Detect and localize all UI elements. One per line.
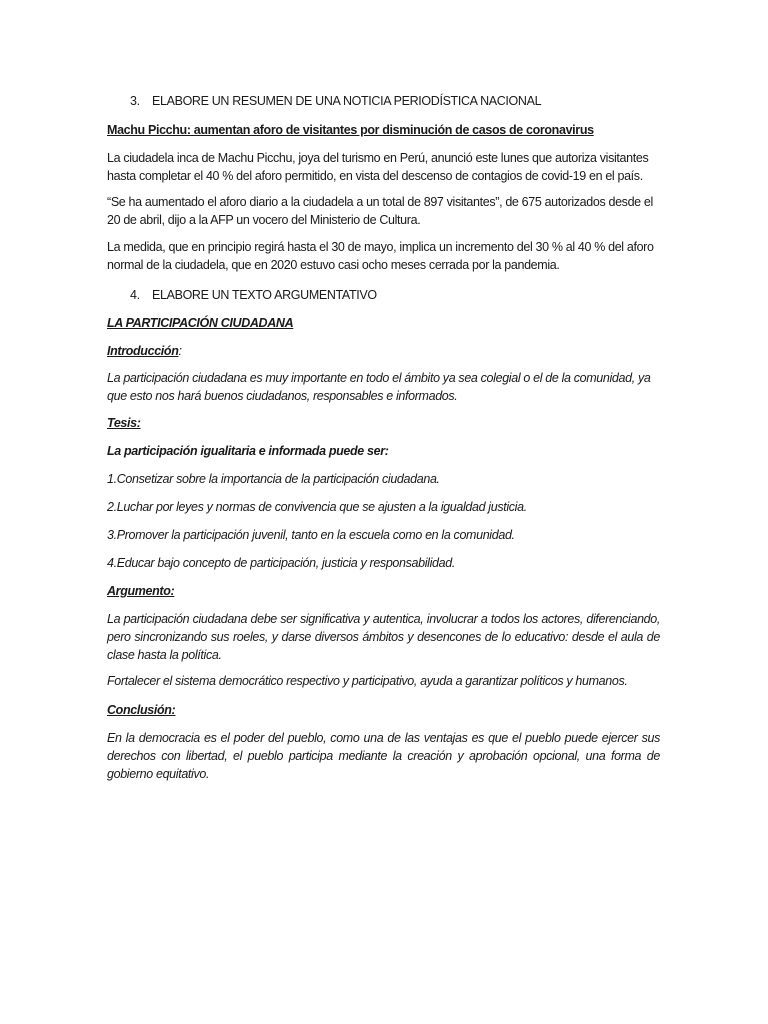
- conclusion-text: En la democracia es el poder del pueblo, como una de las ventajas es que el pueblo puede ejercer sus derechos con libertad, el pueblo participa mediante la creación y aprobación opcional, una forma de gobierno equitativo.: [107, 731, 660, 781]
- news-title: Machu Picchu: aumentan aforo de visitantes por disminución de casos de coronavirus: [107, 123, 594, 137]
- intro-text: La participación ciudadana es muy importante en todo el ámbito ya sea colegial o el de la comunidad, ya que esto nos hará buenos ciudadanos, responsables e informados.: [107, 371, 651, 403]
- news-paragraph-3: La medida, que en principio regirá hasta el 30 de mayo, implica un incremento del 30 % al 40 % del aforo normal de la ciudadela, que en 2020 estuvo casi ocho meses cerrada por la pandemia.: [107, 240, 654, 272]
- section-4-heading: [130, 286, 377, 304]
- essay-title: LA PARTICIPACIÓN CIUDADANA: [107, 316, 294, 330]
- intro-heading: [107, 342, 660, 360]
- thesis-label: Tesis:: [107, 416, 141, 430]
- intro-colon: :: [178, 344, 182, 358]
- thesis-item-2: 2.Luchar por leyes y normas de convivencia que se ajusten a la igualdad justicia.: [107, 500, 527, 514]
- section-4-number: 4.: [130, 288, 140, 302]
- section-3-heading: [130, 92, 541, 110]
- section-3-title: ELABORE UN RESUMEN DE UNA NOTICIA PERIODÍSTICA NACIONAL: [152, 94, 542, 108]
- section-4-title: ELABORE UN TEXTO ARGUMENTATIVO: [152, 288, 377, 302]
- thesis-item-3: 3.Promover la participación juvenil, tanto en la escuela como en la comunidad.: [107, 528, 515, 542]
- conclusion-label: Conclusión:: [107, 703, 176, 717]
- news-paragraph-1: La ciudadela inca de Machu Picchu, joya del turismo en Perú, anunció este lunes que autoriza visitantes hasta completar el 40 % del aforo permitido, en vista del descenso de contagios de covid-19 en el país.: [107, 151, 649, 183]
- section-3-number: 3.: [130, 94, 140, 108]
- argument-text-2: Fortalecer el sistema democrático respectivo y participativo, ayuda a garantizar políticos y humanos.: [107, 674, 628, 688]
- thesis-item-1: 1.Consetizar sobre la importancia de la participación ciudadana.: [107, 472, 440, 486]
- intro-label: Introducción: [107, 344, 179, 358]
- news-paragraph-2: “Se ha aumentado el aforo diario a la ciudadela a un total de 897 visitantes”, de 675 autorizados desde el 20 de abril, dijo a la AFP un vocero del Ministerio de Cultura.: [107, 195, 653, 227]
- thesis-subtitle: La participación igualitaria e informada puede ser:: [107, 444, 389, 458]
- argument-text-1: La participación ciudadana debe ser significativa y autentica, involucrar a todos los actores, diferenciando, pero sincronizando sus roeles, y darse diversos ámbitos y desencones de lo educativo: desde el aula de clase hasta la política.: [107, 612, 660, 662]
- thesis-item-4: 4.Educar bajo concepto de participación, justicia y responsabilidad.: [107, 556, 455, 570]
- argument-label: Argumento:: [107, 584, 175, 598]
